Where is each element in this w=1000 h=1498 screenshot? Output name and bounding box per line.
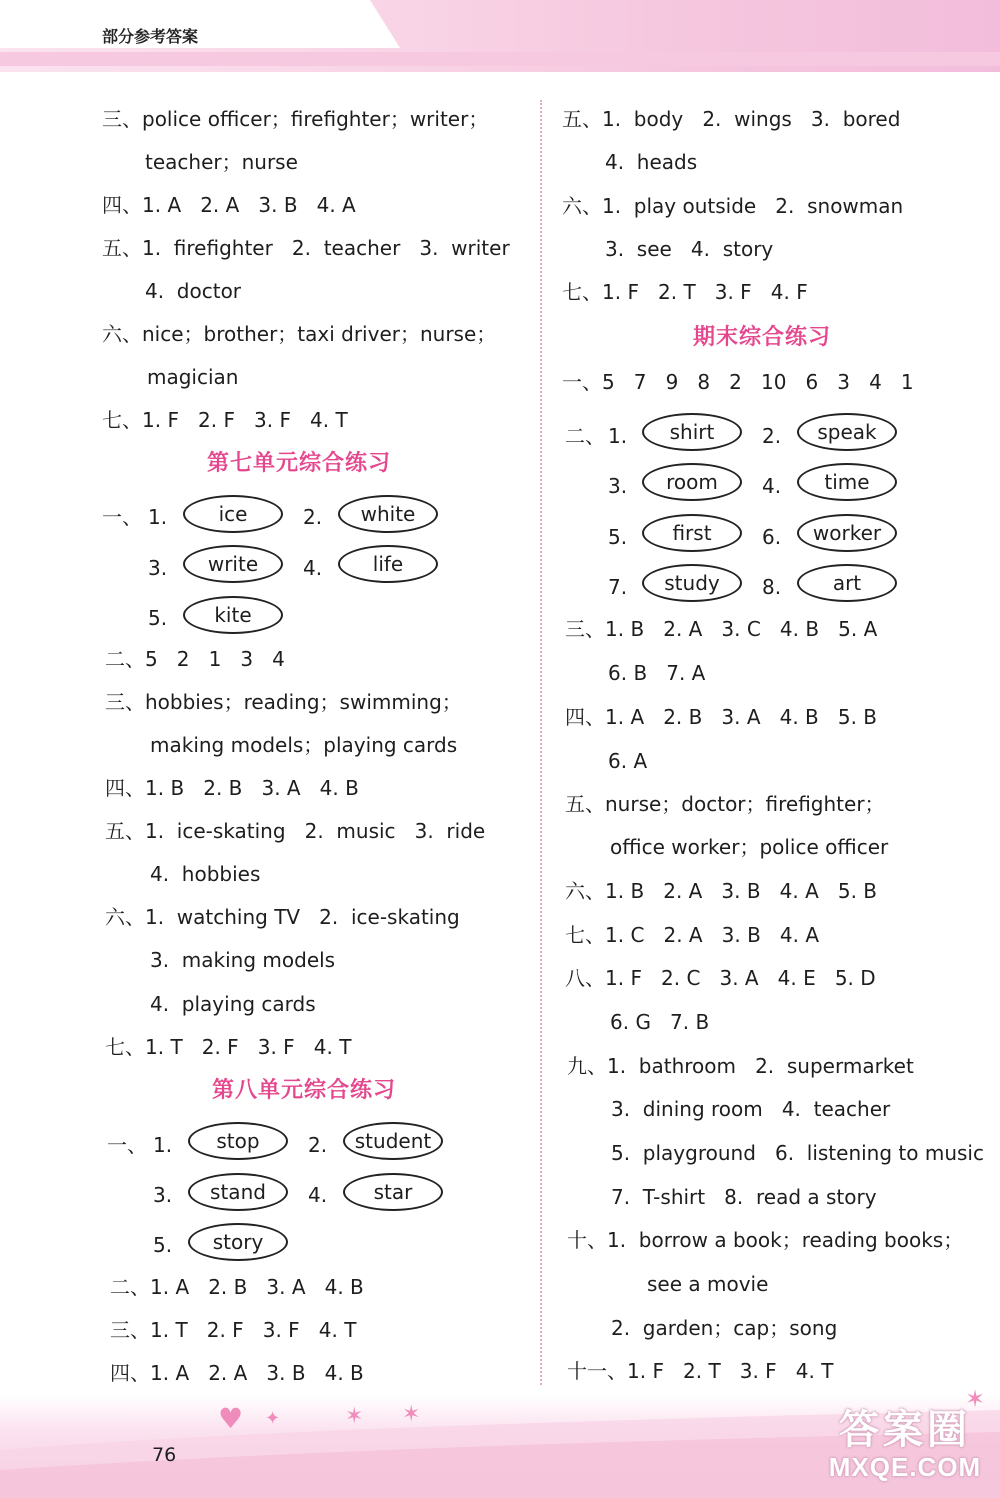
- circled-word: time: [797, 463, 897, 501]
- answer-line: 六、1. watching TV 2. ice-skating: [105, 905, 460, 929]
- item-number: 7.: [608, 575, 628, 599]
- answer-line: 四、1. A 2. A 3. B 4. B: [110, 1361, 364, 1385]
- answer-line: 6. B 7. A: [608, 661, 706, 685]
- answer-line: 三、1. B 2. A 3. C 4. B 5. A: [565, 617, 878, 641]
- circled-word: white: [338, 495, 438, 533]
- question-prefix: 一、: [107, 1133, 147, 1157]
- answer-line: 6. G 7. B: [610, 1010, 710, 1034]
- section-heading-unit8: 第八单元综合练习: [212, 1078, 397, 1103]
- answer-line: 八、1. F 2. C 3. A 4. E 5. D: [565, 966, 876, 990]
- circled-word: stand: [188, 1173, 288, 1211]
- circled-word: star: [343, 1173, 443, 1211]
- header-tab: [0, 0, 400, 48]
- answer-line: 七、1. C 2. A 3. B 4. A: [565, 923, 820, 947]
- item-number: 2.: [303, 505, 323, 529]
- star-icon: ✶: [965, 1385, 986, 1413]
- star-icon: ✶: [402, 1402, 421, 1427]
- page-number: 76: [152, 1444, 177, 1466]
- item-number: 2.: [308, 1133, 328, 1157]
- answer-line: 二、1. A 2. B 3. A 4. B: [110, 1275, 364, 1299]
- header-stripe: [0, 52, 1000, 66]
- answer-line: 3. making models: [150, 948, 336, 972]
- item-number: 4.: [308, 1183, 328, 1207]
- header-title: 部分参考答案: [102, 27, 199, 46]
- circled-word: life: [338, 545, 438, 583]
- answer-line: 三、police officer；firefighter；writer；: [102, 107, 489, 131]
- answer-line: 九、1. bathroom 2. supermarket: [567, 1054, 914, 1078]
- answer-line: 4. playing cards: [150, 992, 316, 1016]
- heart-icon: ♥: [218, 1402, 244, 1435]
- circled-word: shirt: [642, 413, 742, 451]
- answer-line: 五、nurse；doctor；firefighter；: [565, 792, 885, 816]
- answer-line: 四、1. B 2. B 3. A 4. B: [105, 776, 359, 800]
- question-prefix: 一、: [102, 505, 142, 529]
- answer-line: 3. see 4. story: [605, 237, 774, 261]
- circled-word: study: [642, 564, 742, 602]
- answer-line: 4. hobbies: [150, 862, 261, 886]
- answer-line: 5. playground 6. listening to music: [611, 1141, 984, 1165]
- answer-line: 二、5 2 1 3 4: [105, 647, 285, 671]
- circled-word: kite: [183, 596, 283, 634]
- circled-word: ice: [183, 495, 283, 533]
- section-heading-final: 期末综合练习: [693, 325, 832, 350]
- answer-line: 七、1. F 2. T 3. F 4. F: [562, 280, 808, 304]
- circled-word: write: [183, 545, 283, 583]
- circled-word: student: [343, 1122, 443, 1160]
- answer-line: teacher；nurse: [145, 150, 298, 174]
- column-divider: [540, 100, 542, 1385]
- circled-word: worker: [797, 514, 897, 552]
- circled-word: stop: [188, 1122, 288, 1160]
- circled-word: room: [642, 463, 742, 501]
- watermark-url: MXQE.COM: [828, 1452, 982, 1482]
- answer-line: 六、1. B 2. A 3. B 4. A 5. B: [565, 879, 878, 903]
- answer-line: 2. garden；cap；song: [611, 1316, 838, 1340]
- item-number: 3.: [608, 474, 628, 498]
- circled-word: first: [642, 514, 742, 552]
- item-number: 5.: [608, 525, 628, 549]
- answer-line: 4. doctor: [145, 279, 242, 303]
- answer-line: 三、1. T 2. F 3. F 4. T: [110, 1318, 357, 1342]
- answer-line: 四、1. A 2. A 3. B 4. A: [102, 193, 356, 217]
- watermark: [820, 1408, 990, 1494]
- item-number: 5.: [153, 1233, 173, 1257]
- answer-line: 7. T-shirt 8. read a story: [611, 1185, 877, 1209]
- answer-line: 七、1. T 2. F 3. F 4. T: [105, 1035, 352, 1059]
- item-number: 1.: [153, 1133, 173, 1157]
- answer-line: making models；playing cards: [150, 733, 458, 757]
- item-number: 6.: [762, 525, 782, 549]
- answer-line: 六、1. play outside 2. snowman: [562, 194, 904, 218]
- item-number: 2.: [762, 424, 782, 448]
- answer-line: 十一、1. F 2. T 3. F 4. T: [567, 1359, 834, 1383]
- answer-line: 3. dining room 4. teacher: [611, 1097, 891, 1121]
- circled-word: art: [797, 564, 897, 602]
- answer-line: 五、1. body 2. wings 3. bored: [562, 107, 901, 131]
- answer-line: office worker；police officer: [610, 835, 889, 859]
- section-heading-unit7: 第七单元综合练习: [207, 451, 392, 476]
- watermark-logo-text: 答案圈: [839, 1408, 971, 1452]
- item-number: 8.: [762, 575, 782, 599]
- answer-line: magician: [147, 365, 239, 389]
- item-number: 1.: [608, 424, 628, 448]
- item-number: 4.: [762, 474, 782, 498]
- item-number: 3.: [153, 1183, 173, 1207]
- item-number: 1.: [148, 505, 168, 529]
- circled-word: speak: [797, 413, 897, 451]
- item-number: 4.: [303, 556, 323, 580]
- answer-line: 4. heads: [605, 150, 698, 174]
- answer-line: 一、5 7 9 8 2 10 6 3 4 1: [562, 370, 914, 394]
- circled-word: story: [188, 1223, 288, 1261]
- item-number: 3.: [148, 556, 168, 580]
- answer-line: 三、hobbies；reading；swimming；: [105, 690, 462, 714]
- answer-line: 6. A: [608, 749, 648, 773]
- answer-line: 十、1. borrow a book；reading books；: [567, 1228, 964, 1252]
- answer-line: 四、1. A 2. B 3. A 4. B 5. B: [565, 705, 878, 729]
- answer-line: 五、1. ice-skating 2. music 3. ride: [105, 819, 486, 843]
- question-prefix: 二、: [565, 424, 605, 448]
- item-number: 5.: [148, 606, 168, 630]
- answer-line: 七、1. F 2. F 3. F 4. T: [102, 408, 348, 432]
- star-icon: ✶: [345, 1404, 364, 1429]
- answer-line: 六、nice；brother；taxi driver；nurse；: [102, 322, 497, 346]
- answer-line: 五、1. firefighter 2. teacher 3. writer: [102, 236, 510, 260]
- star-icon: ✦: [265, 1408, 281, 1429]
- answer-line: see a movie: [647, 1272, 769, 1296]
